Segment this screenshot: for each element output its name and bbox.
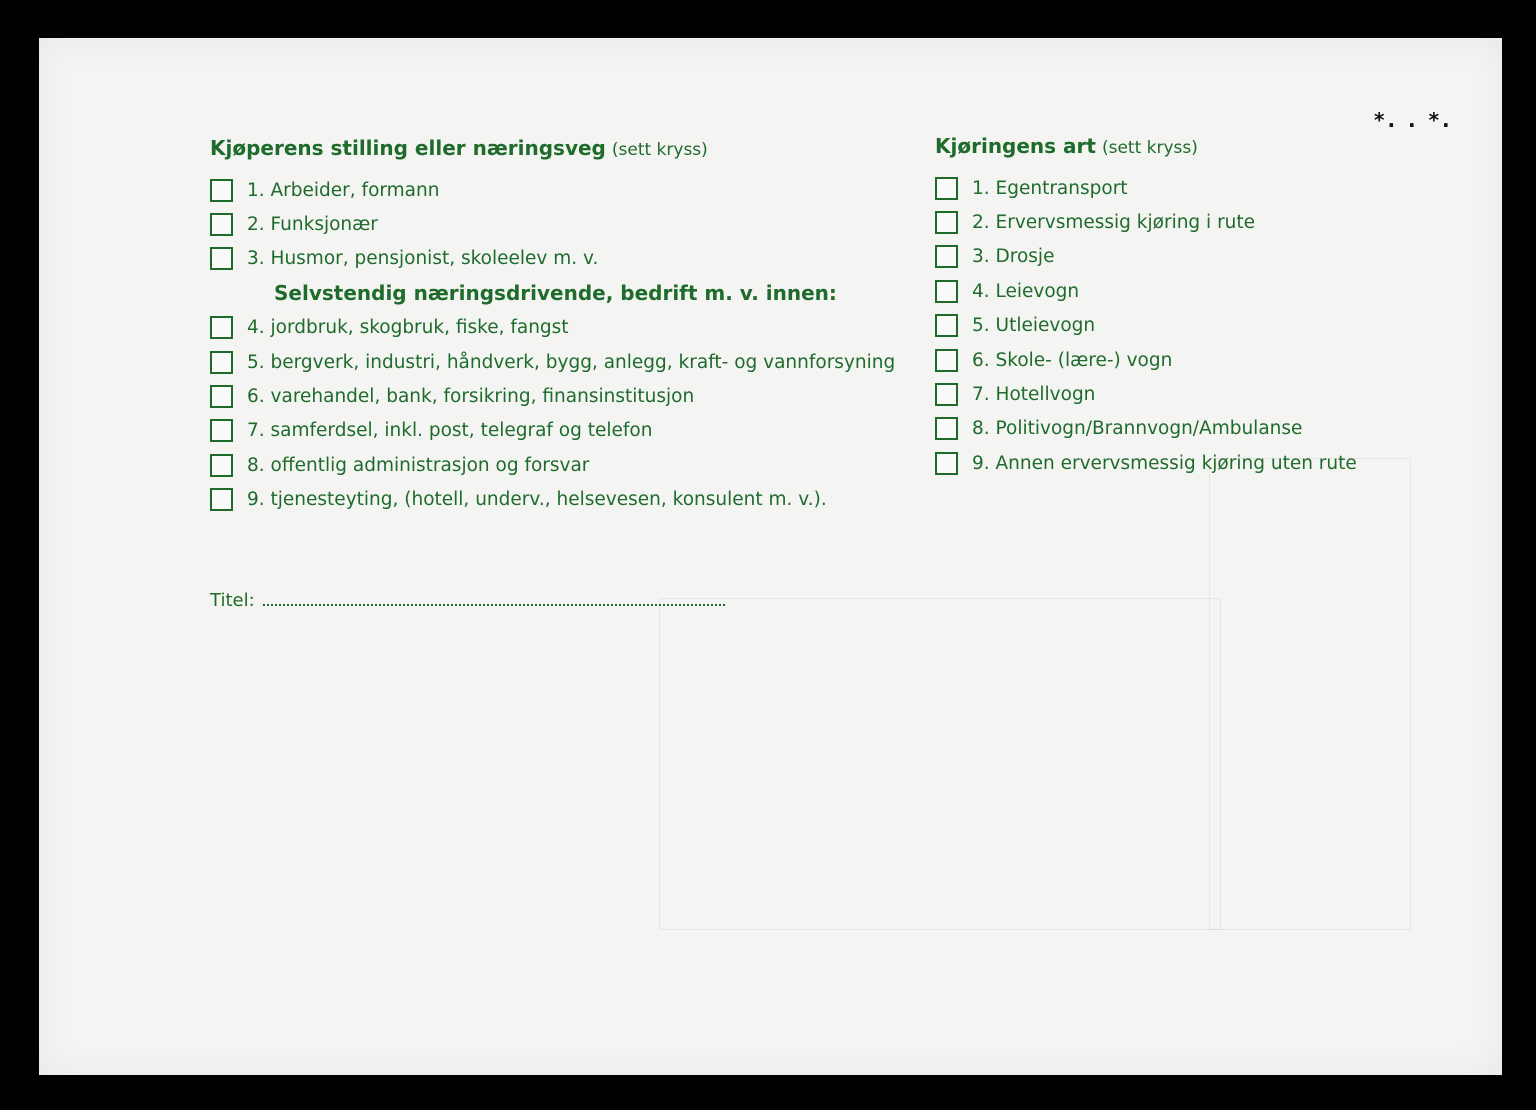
heading-note: (sett kryss) bbox=[1101, 138, 1198, 158]
option-label: 4. Leievogn bbox=[972, 280, 1080, 302]
industry-option[interactable] bbox=[210, 483, 930, 517]
industry-option[interactable] bbox=[210, 311, 930, 345]
driving-option[interactable] bbox=[935, 274, 1435, 308]
checkbox[interactable] bbox=[935, 417, 958, 440]
driving-option[interactable] bbox=[935, 412, 1435, 446]
checkbox[interactable] bbox=[210, 488, 233, 511]
checkbox[interactable] bbox=[210, 351, 233, 374]
option-label: 6. Skole- (lære-) vogn bbox=[972, 349, 1173, 371]
checkbox[interactable] bbox=[210, 213, 233, 236]
checkbox[interactable] bbox=[210, 419, 233, 442]
driving-type-section bbox=[935, 131, 1435, 481]
title-dotted-line[interactable] bbox=[263, 590, 725, 606]
checkbox[interactable] bbox=[935, 280, 958, 303]
driving-option[interactable] bbox=[935, 240, 1435, 274]
checkbox[interactable] bbox=[210, 247, 233, 270]
buyer-occupation-section bbox=[210, 133, 930, 517]
driving-option[interactable] bbox=[935, 446, 1435, 480]
checkbox[interactable] bbox=[935, 383, 958, 406]
industry-option[interactable] bbox=[210, 379, 930, 413]
option-label: 7. Hotellvogn bbox=[972, 384, 1096, 406]
heading-text: Kjøperens stilling eller næringsveg bbox=[210, 136, 606, 160]
occupation-option[interactable] bbox=[210, 242, 930, 276]
heading-note: (sett kryss) bbox=[611, 140, 708, 160]
option-label: 4. jordbruk, skogbruk, fiske, fangst bbox=[247, 317, 569, 339]
option-label: 6. varehandel, bank, forsikring, finansinstitusjon bbox=[247, 386, 695, 408]
option-label: 3. Drosje bbox=[972, 246, 1055, 268]
option-label: 9. tjenesteyting, (hotell, underv., helsevesen, konsulent m. v.). bbox=[247, 489, 827, 511]
occupation-option[interactable] bbox=[210, 207, 930, 241]
driving-option[interactable] bbox=[935, 205, 1435, 239]
buyer-occupation-heading bbox=[210, 133, 930, 163]
checkbox[interactable] bbox=[935, 177, 958, 200]
driving-option[interactable] bbox=[935, 171, 1435, 205]
occupation-option[interactable] bbox=[210, 173, 930, 207]
checkbox[interactable] bbox=[935, 211, 958, 234]
driving-type-heading bbox=[935, 131, 1435, 161]
checkbox[interactable] bbox=[935, 349, 958, 372]
checkbox[interactable] bbox=[210, 385, 233, 408]
option-label: 8. offentlig administrasjon og forsvar bbox=[247, 454, 590, 476]
self-employed-subheading: Selvstendig næringsdrivende, bedrift m. v. innen: bbox=[274, 281, 837, 306]
form-sheet bbox=[39, 38, 1502, 1075]
bleed-through-box bbox=[1209, 458, 1411, 930]
checkbox[interactable] bbox=[210, 179, 233, 202]
option-label: 2. Ervervsmessig kjøring i rute bbox=[972, 212, 1256, 234]
option-label: 7. samferdsel, inkl. post, telegraf og telefon bbox=[247, 420, 653, 442]
driving-option[interactable] bbox=[935, 377, 1435, 411]
option-label: 9. Annen ervervsmessig kjøring uten rute bbox=[972, 452, 1357, 474]
checkbox[interactable] bbox=[210, 316, 233, 339]
checkbox[interactable] bbox=[210, 454, 233, 477]
industry-option[interactable] bbox=[210, 345, 930, 379]
option-label: 8. Politivogn/Brannvogn/Ambulanse bbox=[972, 418, 1303, 440]
option-label: 1. Egentransport bbox=[972, 177, 1128, 199]
driving-option[interactable] bbox=[935, 343, 1435, 377]
option-label: 2. Funksjonær bbox=[247, 214, 378, 236]
driving-option[interactable] bbox=[935, 309, 1435, 343]
checkbox[interactable] bbox=[935, 314, 958, 337]
option-label: 5. bergverk, industri, håndverk, bygg, anlegg, kraft- og vannforsyning bbox=[247, 351, 896, 373]
option-label: 3. Husmor, pensjonist, skoleelev m. v. bbox=[247, 248, 599, 270]
title-label: Titel: bbox=[210, 590, 255, 611]
industry-option[interactable] bbox=[210, 448, 930, 482]
option-label: 5. Utleievogn bbox=[972, 315, 1096, 337]
stamp-mark: *. . *. bbox=[1374, 108, 1453, 132]
checkbox[interactable] bbox=[935, 245, 958, 268]
heading-text: Kjøringens art bbox=[935, 134, 1096, 158]
checkbox[interactable] bbox=[935, 452, 958, 475]
title-field[interactable] bbox=[210, 590, 725, 611]
option-label: 1. Arbeider, formann bbox=[247, 179, 440, 201]
industry-option[interactable] bbox=[210, 414, 930, 448]
bleed-through-box bbox=[659, 598, 1221, 930]
